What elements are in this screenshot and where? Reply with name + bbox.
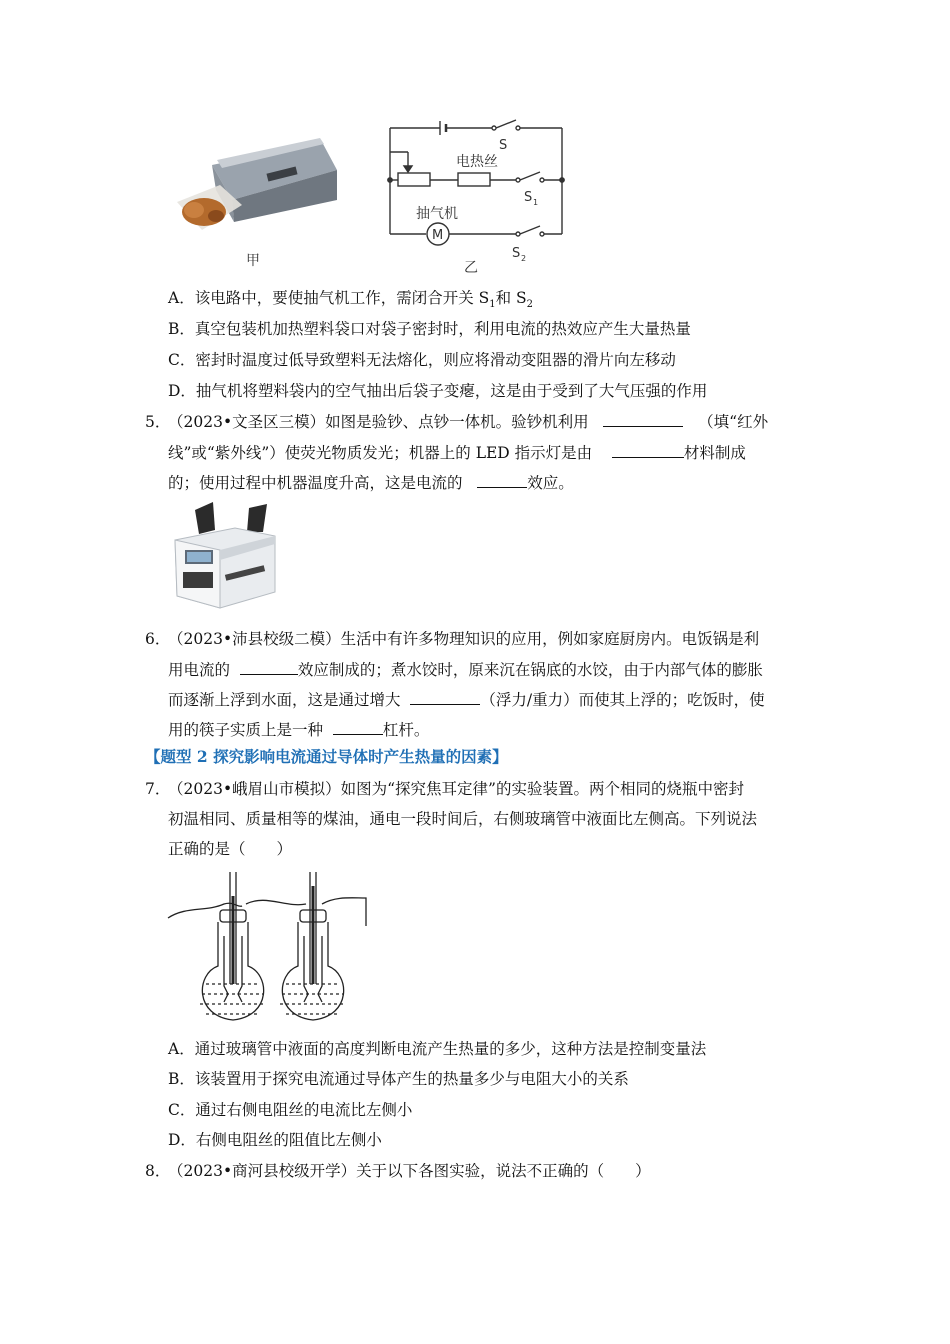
switch-s1-label: S xyxy=(524,190,533,205)
vacuum-sealer-image xyxy=(172,130,344,245)
q7-option-a: A．通过玻璃管中液面的高度判断电流产生热量的多少，这种方法是控制变量法 xyxy=(168,1040,707,1058)
q5-blank-3[interactable] xyxy=(477,473,527,488)
q7-option-d: D．右侧电阻丝的阻值比左侧小 xyxy=(168,1131,382,1149)
q7-line-1: （2023•峨眉山市模拟）如图为“探究焦耳定律”的实验装置。两个相同的烧瓶中密封 xyxy=(168,780,744,798)
motor-label: M xyxy=(432,228,444,243)
q4-option-c: C．密封时温度过低导致塑料无法熔化，则应将滑动变阻器的滑片向左移动 xyxy=(168,351,676,369)
figure-label-yi: 乙 xyxy=(464,260,478,276)
joule-law-apparatus xyxy=(166,866,376,1028)
q7-option-c: C．通过右侧电阻丝的电流比左侧小 xyxy=(168,1101,413,1119)
switch-s2-sub: 2 xyxy=(521,254,527,263)
q7-option-b: B．该装置用于探究电流通过导体产生的热量多少与电阻大小的关系 xyxy=(168,1070,629,1088)
q7-line-3: 正确的是（ ） xyxy=(168,840,293,858)
q8-line-1: （2023•商河县校级开学）关于以下各图实验，说法不正确的（ ） xyxy=(168,1162,651,1180)
switch-s-label: S xyxy=(499,138,508,153)
switch-s2-label: S xyxy=(512,246,521,261)
q4-option-a: A．该电路中，要使抽气机工作，需闭合开关 $S_1$和 $S_2$ xyxy=(168,289,534,311)
q7-line-2: 初温相同、质量相等的煤油，通电一段时间后，右侧玻璃管中液面比左侧高。下列说法 xyxy=(168,810,758,828)
q6-blank-2[interactable] xyxy=(410,690,480,705)
section-heading: 【题型 2 探究影响电流通过导体时产生热量的因素】 xyxy=(145,747,508,766)
circuit-diagram xyxy=(382,118,572,278)
q6-line-3: 而逐渐上浮到水面，这是通过增大 （浮力/重力）而使其上浮的；吃饭时，使 xyxy=(168,691,765,709)
q6-blank-3[interactable] xyxy=(333,720,383,735)
pump-label: 抽气机 xyxy=(416,206,458,222)
q5-line-1: （2023•文圣区三模）如图是验钞、点钞一体机。验钞机利用 （填“红外 xyxy=(168,413,769,431)
figure-label-jia: 甲 xyxy=(246,253,260,269)
q6-number: 6． xyxy=(145,630,171,648)
q6-line-2: 用电流的 效应制成的；煮水饺时，原来沉在锅底的水饺，由于内部气体的膨胀 xyxy=(168,661,763,679)
q7-number: 7． xyxy=(145,780,171,798)
q4-option-b: B．真空包装机加热塑料袋口对袋子密封时，利用电流的热效应产生大量热量 xyxy=(168,320,691,338)
q8-number: 8． xyxy=(145,1162,171,1180)
q5-line-2: 线”或“紫外线”）使荧光物质发光；机器上的 LED 指示灯是由 材料制成 xyxy=(168,444,746,462)
q6-line-4: 用的筷子实质上是一种 杠杆。 xyxy=(168,721,430,739)
currency-counter-image xyxy=(165,500,280,610)
q5-blank-1[interactable] xyxy=(603,412,683,427)
q5-blank-2[interactable] xyxy=(612,443,684,458)
switch-s1-sub: 1 xyxy=(533,198,539,207)
heater-label: 电热丝 xyxy=(456,154,498,170)
q6-blank-1[interactable] xyxy=(240,660,298,675)
q6-line-1: （2023•沛县校级二模）生活中有许多物理知识的应用，例如家庭厨房内。电饭锅是利 xyxy=(168,630,760,648)
q4-option-d: D．抽气机将塑料袋内的空气抽出后袋子变瘪，这是由于受到了大气压强的作用 xyxy=(168,382,708,400)
q5-number: 5． xyxy=(145,413,171,431)
q5-line-3: 的；使用过程中机器温度升高，这是电流的 效应。 xyxy=(168,474,574,492)
